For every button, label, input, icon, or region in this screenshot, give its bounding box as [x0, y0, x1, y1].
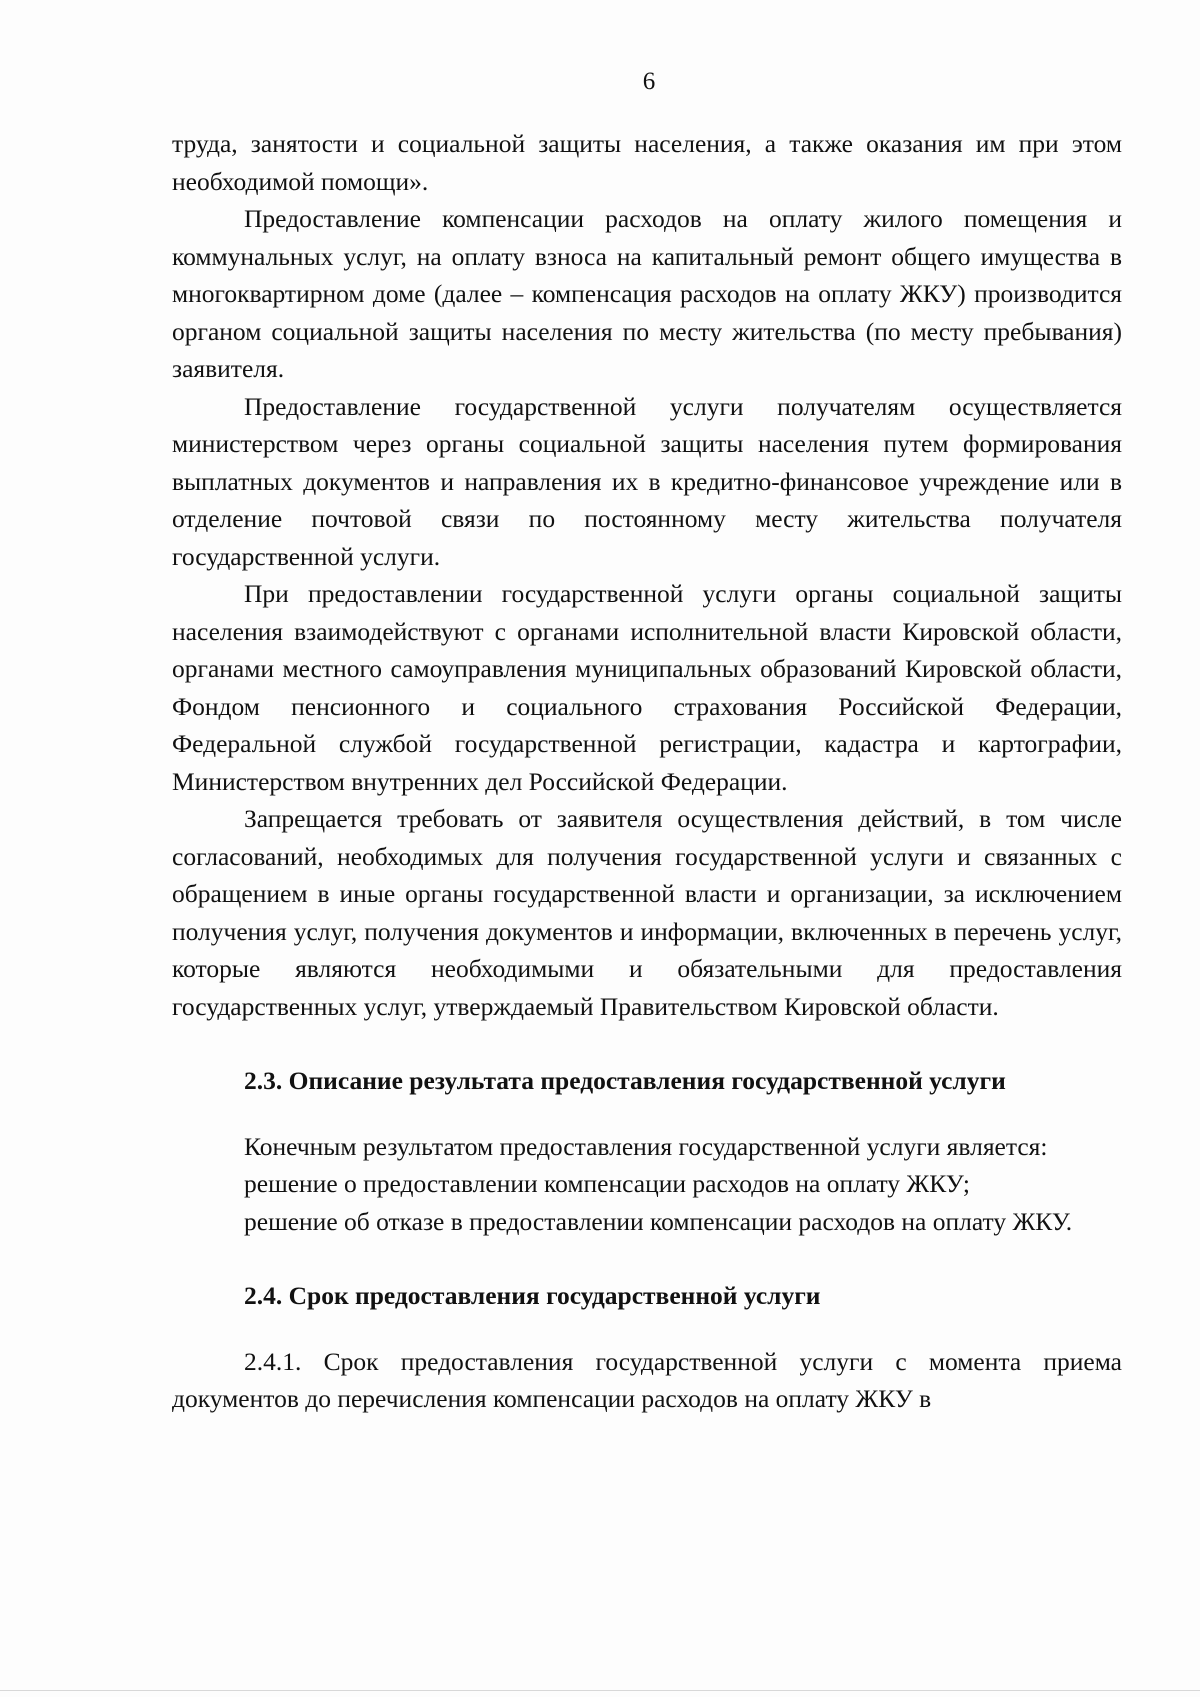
- spacer: [172, 1100, 1122, 1128]
- paragraph-compensation-provision: Предоставление компенсации расходов на оплату жилого помещения и коммунальных услуг, на оплату взноса на капитальный ремонт общего имущества в многоквартирном доме (далее – компенсация расходов на оплату ЖКУ) производится органом социальной защиты населения по месту жительства (по месту пребывания) заявителя.: [172, 204, 1122, 383]
- paragraph-result-item-refusal: решение об отказе в предоставлении компенсации расходов на оплату ЖКУ.: [244, 1206, 1073, 1236]
- paragraph-result-intro: Конечным результатом предоставления государственной услуги является:: [244, 1131, 1048, 1161]
- spacer: [172, 1240, 1122, 1277]
- document-body: [172, 125, 1122, 1418]
- scan-edge-line: [0, 1690, 1200, 1691]
- paragraph-continuation: труда, занятости и социальной защиты населения, а также оказания им при этом необходимой помощи».: [172, 129, 1122, 196]
- page-number: 6: [642, 68, 656, 95]
- paragraph-term-2-4-1: 2.4.1. Срок предоставления государственной услуги с момента приема документов до перечисления компенсации расходов на оплату ЖКУ в: [172, 1346, 1122, 1413]
- paragraph-interaction: При предоставлении государственной услуги органы социальной защиты населения взаимодействуют с органами исполнительной власти Кировской области, органами местного самоуправления муниципальных образований Кировской области, Фондом пенсионного и социального страхования Российской Федерации, Федеральной службой государственной регистрации, кадастра и картографии, Министерством внутренних дел Российской Федерации.: [172, 579, 1122, 796]
- section-heading-2-3: 2.3. Описание результата предоставления государственной услуги: [244, 1066, 1006, 1095]
- paragraph-result-item-grant: решение о предоставлении компенсации расходов на оплату ЖКУ;: [244, 1169, 970, 1198]
- paragraph-service-delivery: Предоставление государственной услуги получателям осуществляется министерством через органы социальной защиты населения путем формирования выплатных документов и направления их в кредитно-финансовое учреждение или в отделение почтовой связи по постоянному месту жительства получателя государственной услуги.: [172, 391, 1122, 571]
- spacer: [172, 1315, 1122, 1343]
- section-heading-2-4: 2.4. Срок предоставления государственной услуги: [244, 1281, 821, 1310]
- paragraph-prohibition: Запрещается требовать от заявителя осуществления действий, в том числе согласований, необходимых для получения государственной услуги и связанных с обращением в иные органы государственной власти и организации, за исключением получения услуг, получения документов и информации, включенных в перечень услуг, которые являются необходимыми и обязательными для предоставления государственных услуг, утверждаемый Правительством Кировской области.: [172, 804, 1122, 1021]
- spacer: [172, 1025, 1122, 1062]
